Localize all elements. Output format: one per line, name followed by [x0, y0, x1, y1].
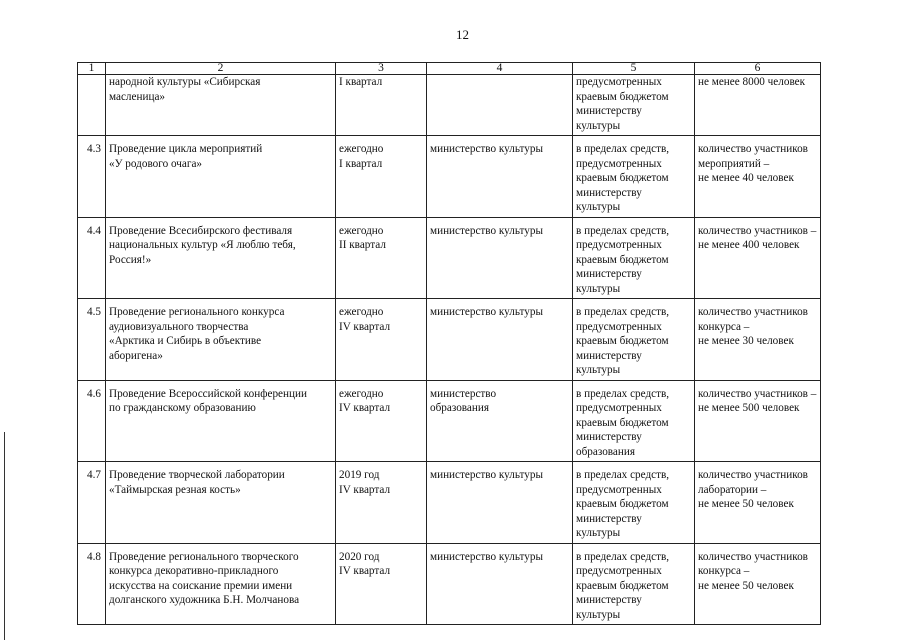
table-row [78, 136, 821, 218]
column-header: 5 [573, 63, 695, 75]
row-number: 4.7 [78, 462, 106, 544]
row-number: 4.6 [78, 380, 106, 462]
event-name: Проведение цикла мероприятий «У родового очага» [106, 136, 336, 218]
event-indicator: количество участников – не менее 500 человек [695, 380, 821, 462]
table-row [78, 217, 821, 299]
event-term: ежегодно II квартал [336, 217, 427, 299]
row-number: 4.8 [78, 543, 106, 625]
event-funding: в пределах средств, предусмотренных краевым бюджетом министерству культуры [573, 136, 695, 218]
event-indicator: количество участников – не менее 400 человек [695, 217, 821, 299]
event-term: ежегодно IV квартал [336, 299, 427, 381]
event-name: Проведение регионального творческого конкурса декоративно-прикладного искусства на соискание премии имени долганского художника Б.Н. Молчанова [106, 543, 336, 625]
column-header: 1 [78, 63, 106, 75]
event-funding: в пределах средств, предусмотренных краевым бюджетом министерству культуры [573, 543, 695, 625]
event-term: 2019 год IV квартал [336, 462, 427, 544]
event-term: ежегодно IV квартал [336, 380, 427, 462]
row-number: 4.5 [78, 299, 106, 381]
event-funding: предусмотренных краевым бюджетом министерству культуры [573, 75, 695, 136]
event-executor: министерство культуры [427, 217, 573, 299]
column-header: 6 [695, 63, 821, 75]
row-number [78, 75, 106, 136]
column-header: 2 [106, 63, 336, 75]
event-name: Проведение творческой лаборатории «Таймырская резная кость» [106, 462, 336, 544]
table-row [78, 380, 821, 462]
event-funding: в пределах средств, предусмотренных краевым бюджетом министерству образования [573, 380, 695, 462]
table-row [78, 462, 821, 544]
event-executor: министерство образования [427, 380, 573, 462]
margin-line [4, 432, 5, 640]
event-name: народной культуры «Сибирская масленица» [106, 75, 336, 136]
column-header: 3 [336, 63, 427, 75]
event-term: 2020 год IV квартал [336, 543, 427, 625]
table-row [78, 299, 821, 381]
event-name: Проведение Всесибирского фестиваля национальных культур «Я люблю тебя, Россия!» [106, 217, 336, 299]
event-funding: в пределах средств, предусмотренных краевым бюджетом министерству культуры [573, 299, 695, 381]
table-row [78, 543, 821, 625]
event-indicator: количество участников конкурса – не менее 30 человек [695, 299, 821, 381]
event-indicator: количество участников мероприятий – не менее 40 человек [695, 136, 821, 218]
event-executor: министерство культуры [427, 462, 573, 544]
event-name: Проведение Всероссийской конференции по гражданскому образованию [106, 380, 336, 462]
event-funding: в пределах средств, предусмотренных краевым бюджетом министерству культуры [573, 462, 695, 544]
event-funding: в пределах средств, предусмотренных краевым бюджетом министерству культуры [573, 217, 695, 299]
row-number: 4.4 [78, 217, 106, 299]
event-term: ежегодно I квартал [336, 136, 427, 218]
event-indicator: не менее 8000 человек [695, 75, 821, 136]
column-header: 4 [427, 63, 573, 75]
event-executor: министерство культуры [427, 543, 573, 625]
event-executor: министерство культуры [427, 299, 573, 381]
page-number: 12 [456, 27, 469, 42]
event-indicator: количество участников конкурса – не менее 50 человек [695, 543, 821, 625]
event-executor: министерство культуры [427, 136, 573, 218]
event-indicator: количество участников лаборатории – не менее 50 человек [695, 462, 821, 544]
event-plan-table [77, 62, 821, 625]
event-executor [427, 75, 573, 136]
table-row [78, 75, 821, 136]
event-term: I квартал [336, 75, 427, 136]
row-number: 4.3 [78, 136, 106, 218]
event-name: Проведение регионального конкурса аудиовизуального творчества «Арктика и Сибирь в объективе аборигена» [106, 299, 336, 381]
column-number-row [78, 63, 821, 75]
